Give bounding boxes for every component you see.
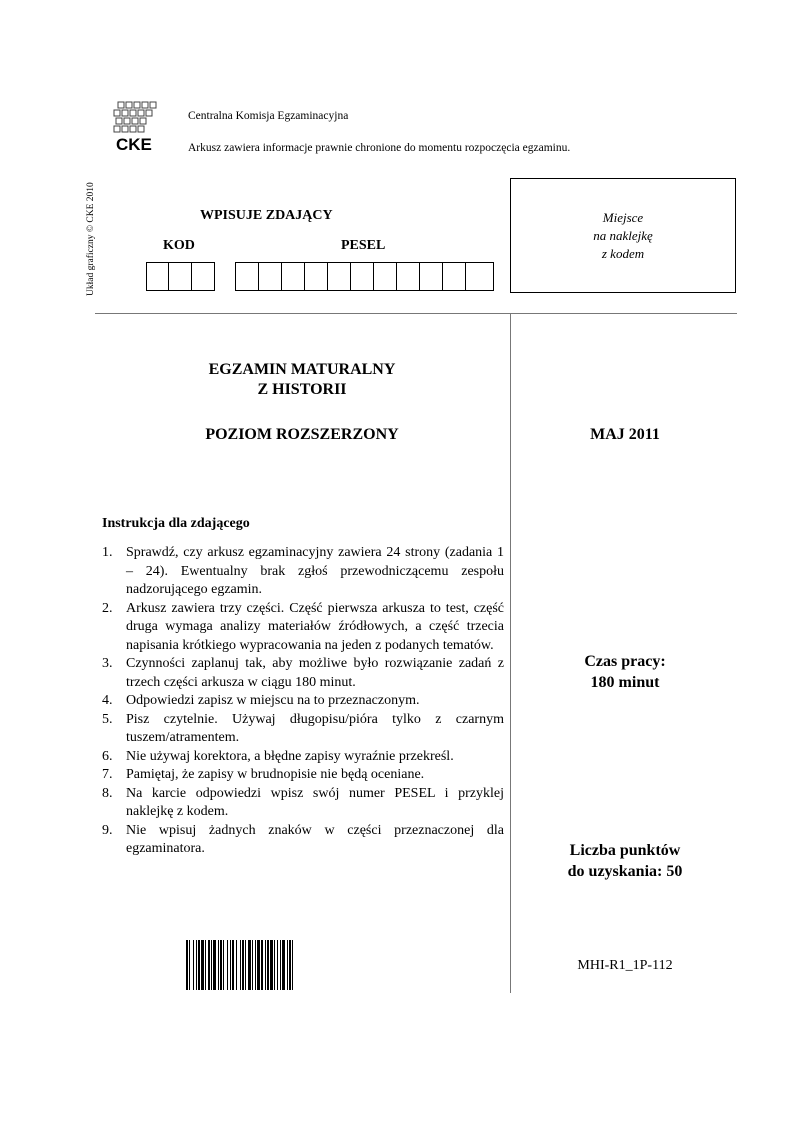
barcode-bar — [208, 940, 210, 990]
barcode-bar — [236, 940, 237, 990]
exam-code: MHI-R1_1P-112 — [577, 958, 673, 973]
instruction-item: 9. Nie wpisuj żadnych znaków w części przeznaczonej dla egzaminatora. — [102, 822, 504, 856]
barcode-bar — [227, 940, 228, 990]
instruction-item: 3. Czynności zaplanuj tak, aby możliwe było rozwiązanie zadań z trzech części arkusza w ciągu 180 minut. — [102, 656, 504, 690]
instruction-item: 7. Pamiętaj, że zapisy w brudnopisie nie będą oceniane. — [102, 767, 425, 782]
exam-title-line-2: Z HISTORII — [257, 381, 347, 398]
sticker-placeholder — [510, 178, 736, 293]
barcode-bar — [230, 940, 231, 990]
protection-notice: Arkusz zawiera informacje prawnie chronione do momentu rozpoczęcia egzaminu. — [188, 142, 571, 154]
barcode-bar — [242, 940, 244, 990]
barcode-bar — [267, 940, 269, 990]
pesel-box[interactable] — [259, 263, 282, 290]
exam-session: MAJ 2011 — [590, 426, 660, 443]
barcode-bar — [213, 940, 216, 990]
barcode-bar — [287, 940, 288, 990]
barcode-bar — [248, 940, 251, 990]
time-label: Czas pracy: — [584, 653, 666, 670]
instructions-heading: Instrukcja dla zdającego — [102, 516, 250, 531]
points-label: Liczba punktów — [569, 842, 681, 859]
pesel-box[interactable] — [397, 263, 420, 290]
pesel-box[interactable] — [374, 263, 397, 290]
barcode-bar — [245, 940, 246, 990]
pesel-box[interactable] — [282, 263, 305, 290]
barcode-bar — [292, 940, 293, 990]
pesel-label: PESEL — [341, 238, 386, 253]
institution-name: Centralna Komisja Egzaminacyjna — [188, 110, 349, 122]
pesel-box[interactable] — [443, 263, 466, 290]
barcode-bar — [252, 940, 253, 990]
barcode-bar — [277, 940, 278, 990]
barcode-bar — [196, 940, 197, 990]
barcode-bar — [205, 940, 206, 990]
barcode-bar — [274, 940, 275, 990]
barcode-bar — [220, 940, 222, 990]
barcode-bar — [257, 940, 260, 990]
exam-title-line-1: EGZAMIN MATURALNY — [208, 361, 396, 378]
barcode-bar — [261, 940, 263, 990]
sticker-line-3: z kodem — [601, 246, 645, 261]
pesel-input-boxes[interactable] — [235, 262, 494, 291]
barcode-bar — [232, 940, 234, 990]
time-value: 180 minut — [590, 674, 660, 691]
instruction-item: 8. Na karcie odpowiedzi wpisz swój numer PESEL i przyklej naklejkę z kodem. — [102, 785, 504, 819]
barcode-bar — [186, 940, 188, 990]
candidate-heading: WPISUJE ZDAJĄCY — [200, 208, 333, 223]
pesel-box[interactable] — [328, 263, 351, 290]
instruction-item: 1. Sprawdź, czy arkusz egzaminacyjny zawiera 24 strony (zadania 1 – 24). Ewentualny brak zgłoś przewodniczącemu zespołu nadzorującego egzamin. — [102, 545, 504, 597]
instruction-item: 6. Nie używaj korektora, a błędne zapisy wyraźnie przekreśl. — [102, 748, 454, 764]
barcode-bar — [289, 940, 291, 990]
barcode-bar — [240, 940, 241, 990]
barcode-bar — [198, 940, 200, 990]
barcode-bar — [211, 940, 212, 990]
barcode-bar — [218, 940, 219, 990]
kod-label: KOD — [163, 238, 195, 253]
kod-box[interactable] — [169, 263, 191, 290]
kod-box[interactable] — [192, 263, 214, 290]
instruction-item: 2. Arkusz zawiera trzy części. Część pierwsza arkusza to test, część druga wymaga analizy materiałów źródłowych, a część trzecia napisania krótkiego wypracowania na jeden z podanych tematów. — [102, 600, 504, 653]
sticker-line-2: na naklejkę — [593, 228, 653, 243]
instruction-item: 5. Pisz czytelnie. Używaj długopisu/pióra tylko z czarnym tuszem/atramentem. — [102, 711, 504, 745]
barcode-bar — [282, 940, 285, 990]
barcode-bar — [223, 940, 224, 990]
graphic-layout-credit: Układ graficzny © CKE 2010 — [86, 182, 96, 296]
logo-text: CKE — [116, 135, 152, 154]
pesel-box[interactable] — [236, 263, 259, 290]
horizontal-divider — [95, 313, 737, 314]
pesel-box[interactable] — [466, 263, 489, 290]
sticker-line-1: Miejsce — [602, 210, 644, 225]
instructions-list — [102, 544, 504, 859]
points-value: do uzyskania: 50 — [567, 863, 683, 880]
pesel-box[interactable] — [420, 263, 443, 290]
barcode-bar — [201, 940, 204, 990]
barcode-bar — [265, 940, 266, 990]
barcode-bar — [270, 940, 273, 990]
barcode-bar — [193, 940, 194, 990]
exam-level: POZIOM ROZSZERZONY — [205, 426, 399, 443]
pesel-box[interactable] — [305, 263, 328, 290]
vertical-divider — [510, 313, 511, 993]
kod-box[interactable] — [147, 263, 169, 290]
barcode-bar — [255, 940, 256, 990]
barcode-bar — [189, 940, 190, 990]
barcode-bar — [280, 940, 281, 990]
pesel-box[interactable] — [351, 263, 374, 290]
cke-logo — [112, 100, 160, 154]
instruction-item: 4. Odpowiedzi zapisz w miejscu na to przeznaczonym. — [102, 693, 420, 708]
barcode — [186, 940, 420, 990]
kod-input-boxes[interactable] — [146, 262, 215, 291]
